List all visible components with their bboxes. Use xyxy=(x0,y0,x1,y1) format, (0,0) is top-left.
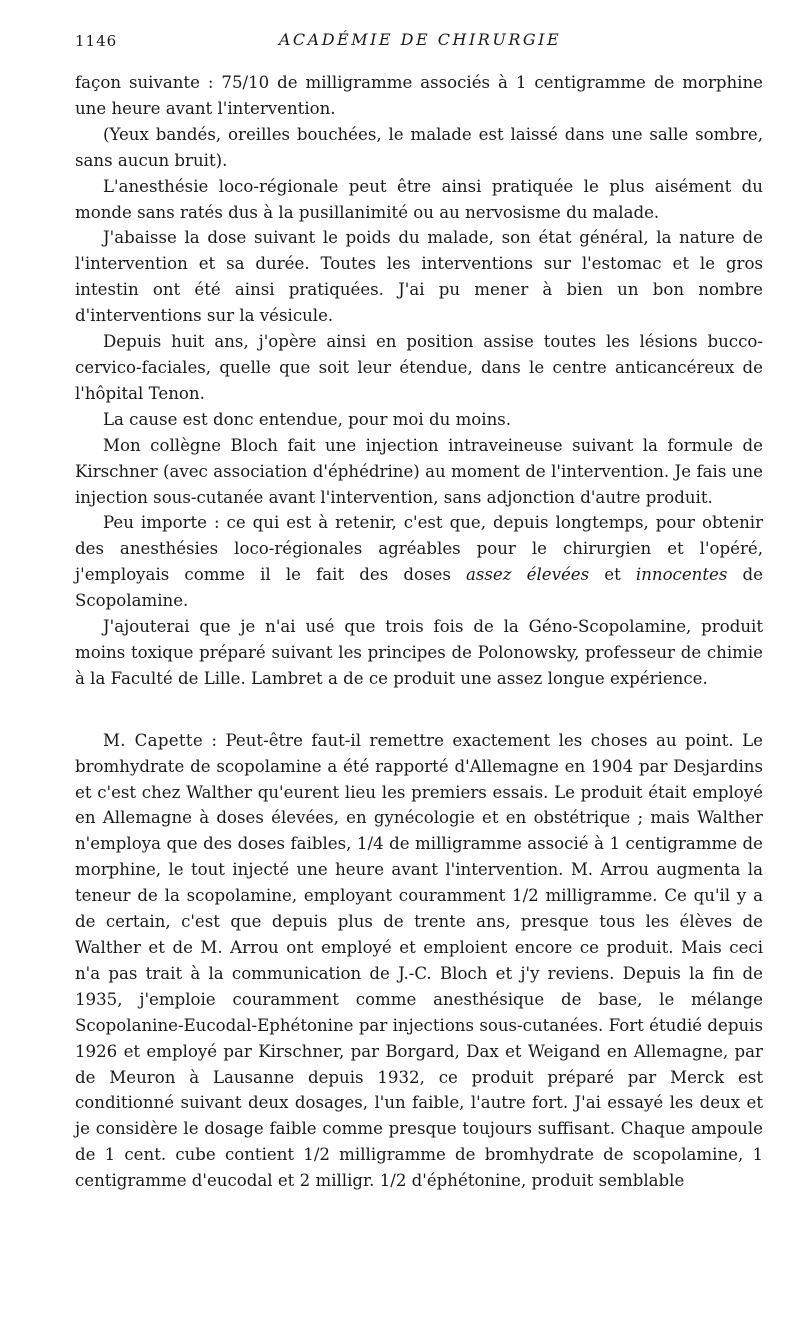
emphasis-assez-elevees: assez élevées xyxy=(466,565,590,585)
paragraph-9: J'ajouterai que je n'ai usé que trois fois de la Géno-Scopolamine, produit moins toxique préparé suivant les principes de Polonowsky, professeur de chimie à la Faculté de Lille. Lambret a de ce produit une assez longue expérience. xyxy=(75,617,763,688)
paragraph-capette xyxy=(75,728,763,1194)
paragraph-8-text-c: de Scopolamine. xyxy=(75,565,763,611)
paragraph-8-text-a: Peu importe : ce qui est à retenir, c'est que, depuis longtemps, pour obtenir des anesthésies loco-régionales agréables pour le chirurgien et l'opéré, j'employais comme il le fait des doses xyxy=(75,513,763,585)
emphasis-innocentes: innocentes xyxy=(635,565,728,585)
paragraph-1: façon suivante : 75/10 de milligramme associés à 1 centigramme de morphine une heure avant l'intervention. xyxy=(75,73,763,118)
running-title: ACADÉMIE DE CHIRURGIE xyxy=(278,30,562,49)
paragraph-5: Depuis huit ans, j'opère ainsi en position assise toutes les lésions bucco-cervico-faciales, quelle que soit leur étendue, dans le centre anticancéreux de l'hôpital Tenon. xyxy=(75,332,763,403)
body-text xyxy=(75,70,763,1194)
capette-text: : Peut-être faut-il remettre exactement les choses au point. Le bromhydrate de scopolamine a été rapporté d'Allemagne en 1904 par Desjardins et c'est chez Walther qu'eurent lieu les premiers essais. Le produit était employé en Allemagne à doses élevées, en gynécologie et en obstétrique ; mais Walther n'employa que des doses faibles, 1/4 de milligramme associé à 1 centigramme de morphine, le tout injecté une heure avant l'intervention. M. Arrou augmenta la teneur de la scopolamine, employant couramment 1/2 milligramme. Ce qu'il y a de certain, c'est que depuis plus de trente ans, presque tous les élèves de Walther et de M. Arrou ont employé et emploient encore ce produit. Mais ceci n'a pas trait à la communication de J.-C. Bloch et j'y reviens. Depuis la fin de 1935, j'emploie couramment comme anesthésique de base, le mélange Scopolanine-Eucodal-Ephétonine par injections sous-cutanées. Fort étudié depuis 1926 et employé par Kirschner, par Borgard, Dax et Weigand en Allemagne, par de Meuron à Lausanne depuis 1932, ce produit préparé par Merck est conditionné suivant deux dosages, l'un faible, l'autre fort. J'ai essayé les deux et je considère le dosage faible comme presque toujours suffisant. Chaque ampoule de 1 cent. cube contient 1/2 milligramme de bromhydrate de scopolamine, 1 centigramme d'eucodal et 2 milligr. 1/2 d'éphétonine, produit semblable xyxy=(75,730,763,1191)
paragraph-3: L'anesthésie loco-régionale peut être ainsi pratiquée le plus aisément du monde sans ratés dus à la pusillanimité ou au nervosisme du malade. xyxy=(75,176,763,222)
page-header xyxy=(75,28,765,58)
paragraph-8 xyxy=(75,510,763,614)
paragraph-7: Mon collègne Bloch fait une injection intraveineuse suivant la formule de Kirschner (avec association d'éphédrine) au moment de l'intervention. Je fais une injection sous-cutanée avant l'intervention, sans adjonction d'autre produit. xyxy=(75,435,763,507)
paragraph-6: La cause est donc entendue, pour moi du moins. xyxy=(103,409,512,429)
paragraph-4: J'abaisse la dose suivant le poids du malade, son état général, la nature de l'intervention et sa durée. Toutes les interventions sur l'estomac et le gros intestin ont été ainsi pratiquées. J'ai pu mener à bien un bon nombre d'interventions sur la vésicule. xyxy=(75,228,763,326)
paragraph-2: (Yeux bandés, oreilles bouchées, le malade est laissé dans une salle sombre, sans aucun bruit). xyxy=(75,124,763,170)
paragraph-8-text-b: et xyxy=(604,565,621,585)
speaker-name: M. Capette xyxy=(103,730,203,750)
page-number: 1146 xyxy=(75,32,118,50)
section-gap xyxy=(75,692,763,728)
